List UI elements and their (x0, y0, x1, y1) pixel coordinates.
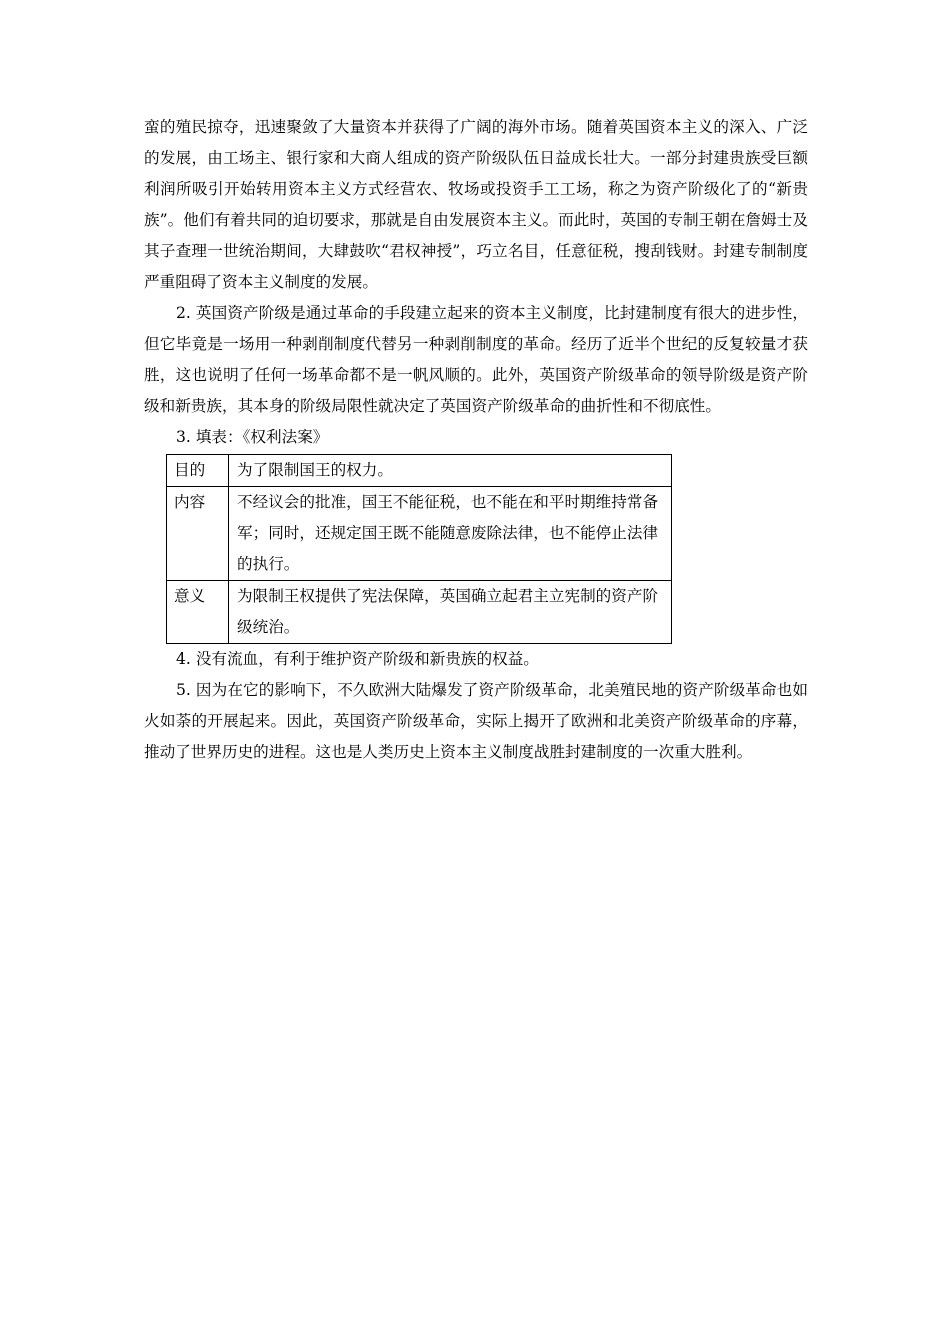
table-row (167, 487, 672, 581)
row-label-content: 内容 (167, 487, 229, 581)
paragraph-2: 2. 英国资产阶级是通过革命的手段建立起来的资本主义制度，比封建制度有很大的进步性，但它毕竟是一场用一种剥削制度代替另一种剥削制度的革命。经历了近半个世纪的反复较量才获胜，这也说明了任何一场革命都不是一帆风顺的。此外，英国资产阶级革命的领导阶级是资产阶级和新贵族，其本身的阶级局限性就决定了英国资产阶级革命的曲折性和不彻底性。 (144, 304, 808, 415)
paragraph-4: 4. 没有流血，有利于维护资产阶级和新贵族的权益。 (176, 650, 539, 668)
paragraph-3-heading: 3. 填表：《权利法案》 (176, 428, 329, 446)
table-row (167, 455, 672, 487)
bill-of-rights-table (166, 454, 672, 644)
row-label-purpose: 目的 (167, 455, 229, 487)
row-value-purpose: 为了限制国王的权力。 (229, 455, 672, 487)
paragraph-1: 蛮的殖民掠夺，迅速聚敛了大量资本并获得了广阔的海外市场。随着英国资本主义的深入、广泛的发展，由工场主、银行家和大商人组成的资产阶级队伍日益成长壮大。一部分封建贵族受巨额利润所吸引开始转用资本主义方式经营农、牧场或投资手工工场，称之为资产阶级化了的“新贵族”。他们有着共同的迫切要求，那就是自由发展资本主义。而此时，英国的专制王朝在詹姆士及其子查理一世统治期间，大肆鼓吹“君权神授”，巧立名目，任意征税，搜刮钱财。封建专制制度严重阻碍了资本主义制度的发展。 (144, 118, 808, 291)
table-row (167, 581, 672, 644)
row-label-significance: 意义 (167, 581, 229, 644)
row-value-significance: 为限制王权提供了宪法保障，英国确立起君主立宪制的资产阶级统治。 (229, 581, 672, 644)
row-value-content: 不经议会的批准，国王不能征税，也不能在和平时期维持常备军；同时，还规定国王既不能随意废除法律，也不能停止法律的执行。 (229, 487, 672, 581)
paragraph-5: 5. 因为在它的影响下，不久欧洲大陆爆发了资产阶级革命，北美殖民地的资产阶级革命也如火如荼的开展起来。因此，英国资产阶级革命，实际上揭开了欧洲和北美资产阶级革命的序幕，推动了世界历史的进程。这也是人类历史上资本主义制度战胜封建制度的一次重大胜利。 (144, 681, 808, 761)
document-body (144, 112, 808, 768)
